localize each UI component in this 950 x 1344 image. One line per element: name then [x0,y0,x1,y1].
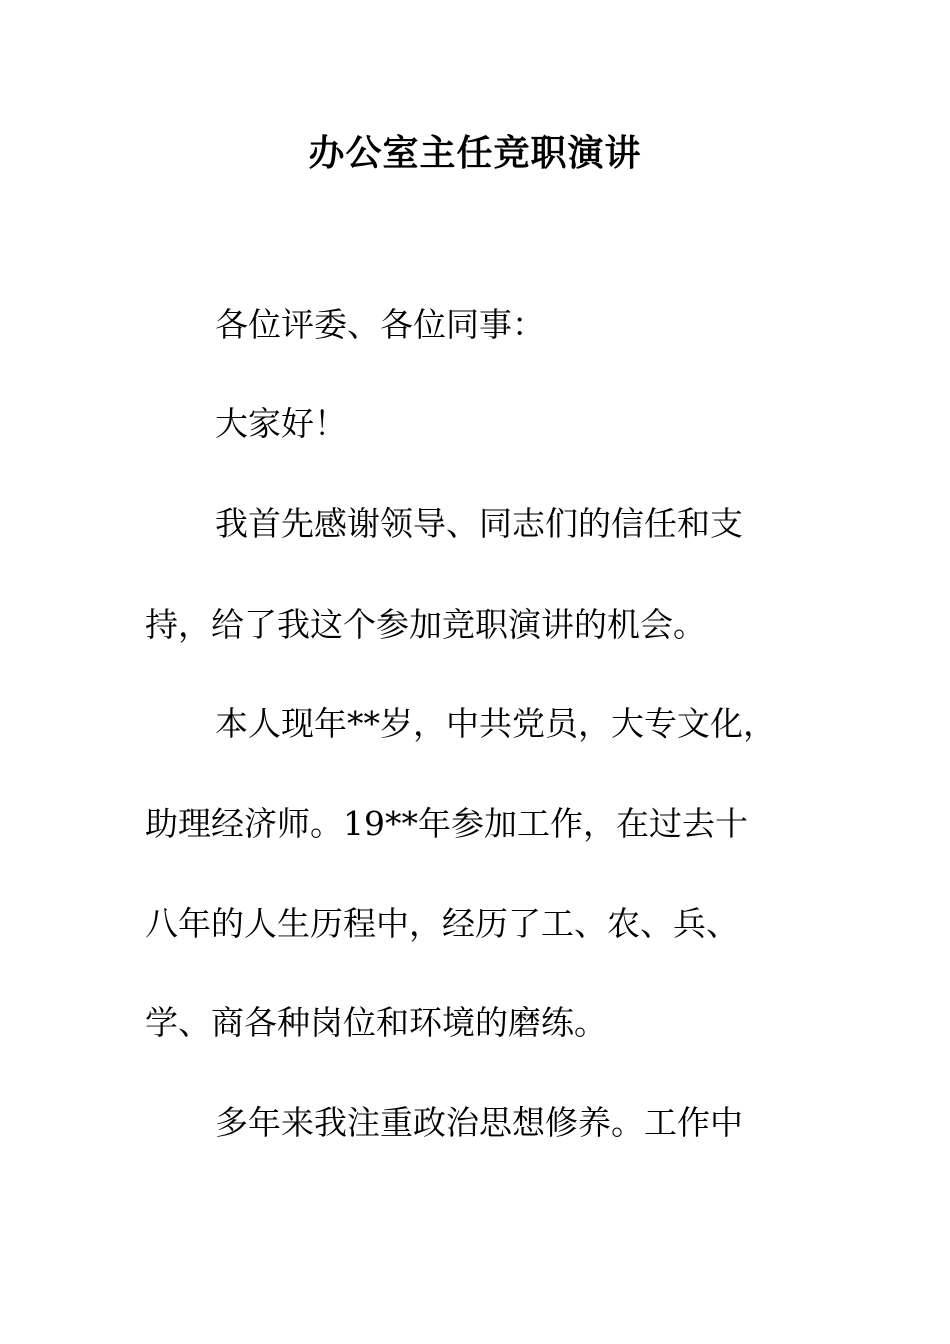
paragraph-line: 持，给了我这个参加竞职演讲的机会。 [145,605,706,644]
greeting-line: 大家好！ [215,404,347,443]
document-title: 办公室主任竞职演讲 [308,132,642,174]
paragraph-line: 八年的人生历程中，经历了工、农、兵、 [145,904,739,943]
salutation-line: 各位评委、各位同事： [215,305,545,344]
paragraph-line: 学、商各种岗位和环境的磨练。 [145,1003,607,1042]
paragraph-line: 助理经济师。19**年参加工作，在过去十 [145,804,748,843]
paragraph-line: 我首先感谢领导、同志们的信任和支 [215,504,743,543]
paragraph-line: 本人现年**岁，中共党员，大专文化， [215,704,776,743]
paragraph-line: 多年来我注重政治思想修养。工作中 [215,1103,743,1142]
